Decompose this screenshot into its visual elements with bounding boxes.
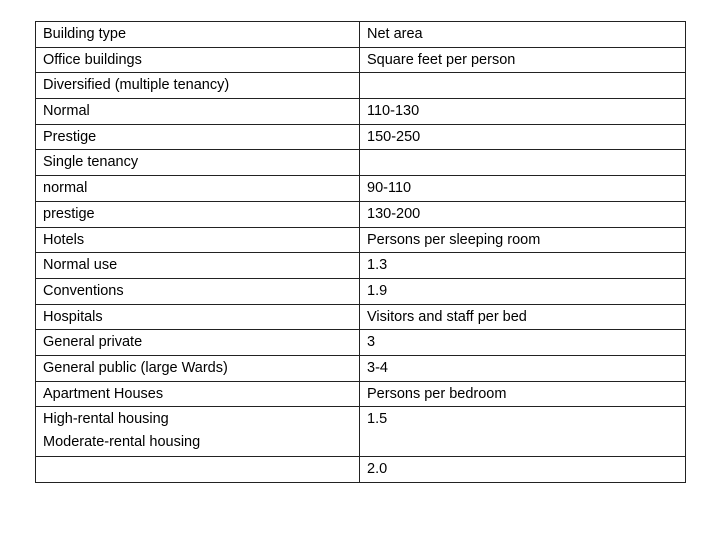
net-area-cell: 150-250 xyxy=(360,124,686,150)
net-area-cell: Persons per bedroom xyxy=(360,381,686,407)
net-area-cell: Net area xyxy=(360,22,686,48)
net-area-cell: Visitors and staff per bed xyxy=(360,304,686,330)
building-type-cell: Hotels xyxy=(36,227,360,253)
building-type-cell xyxy=(36,407,360,457)
net-area-cell: 3-4 xyxy=(360,355,686,381)
table-row xyxy=(36,99,686,125)
net-area-cell: 110-130 xyxy=(360,99,686,125)
table-row xyxy=(36,355,686,381)
net-area-cell: 90-110 xyxy=(360,176,686,202)
table-row xyxy=(36,278,686,304)
table-row xyxy=(36,176,686,202)
table-row xyxy=(36,253,686,279)
table-row xyxy=(36,124,686,150)
building-type-cell: prestige xyxy=(36,201,360,227)
building-type-line: Moderate-rental housing xyxy=(43,434,201,451)
net-area-cell: 1.3 xyxy=(360,253,686,279)
building-type-line: High-rental housing xyxy=(43,411,169,428)
building-type-cell: General private xyxy=(36,330,360,356)
table-row xyxy=(36,457,686,483)
net-area-cell: 2.0 xyxy=(360,457,686,483)
table-row xyxy=(36,73,686,99)
table-row xyxy=(36,227,686,253)
building-type-cell: Normal xyxy=(36,99,360,125)
net-area-cell: 1.9 xyxy=(360,278,686,304)
building-type-cell: Conventions xyxy=(36,278,360,304)
building-type-cell: Hospitals xyxy=(36,304,360,330)
building-type-cell: Diversified (multiple tenancy) xyxy=(36,73,360,99)
net-area-cell xyxy=(360,73,686,99)
building-type-cell: Normal use xyxy=(36,253,360,279)
occupancy-table xyxy=(35,21,686,483)
building-type-cell: Office buildings xyxy=(36,47,360,73)
table-row xyxy=(36,201,686,227)
table-row xyxy=(36,407,686,457)
building-type-cell: Single tenancy xyxy=(36,150,360,176)
building-type-cell: Prestige xyxy=(36,124,360,150)
net-area-cell: Persons per sleeping room xyxy=(360,227,686,253)
building-type-cell: Building type xyxy=(36,22,360,48)
table-row xyxy=(36,330,686,356)
net-area-cell: 1.5 xyxy=(360,407,686,457)
net-area-cell: Square feet per person xyxy=(360,47,686,73)
building-type-cell xyxy=(36,457,360,483)
table-row xyxy=(36,304,686,330)
building-type-cell: Apartment Houses xyxy=(36,381,360,407)
building-type-cell: General public (large Wards) xyxy=(36,355,360,381)
table-row xyxy=(36,22,686,48)
net-area-cell: 130-200 xyxy=(360,201,686,227)
table-row xyxy=(36,381,686,407)
table-row xyxy=(36,150,686,176)
net-area-cell xyxy=(360,150,686,176)
net-area-cell: 3 xyxy=(360,330,686,356)
table-row xyxy=(36,47,686,73)
building-type-cell: normal xyxy=(36,176,360,202)
